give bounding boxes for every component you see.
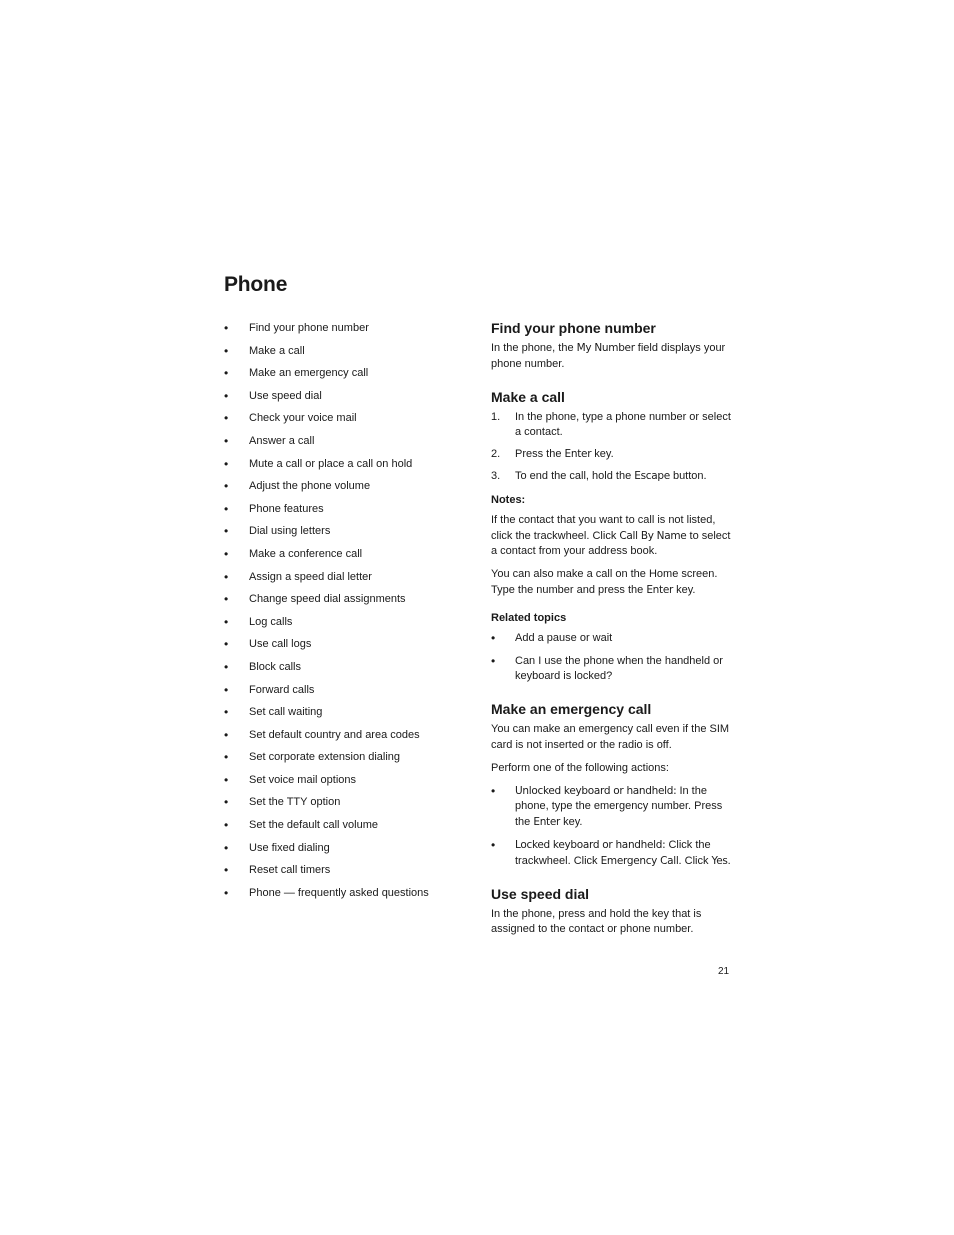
paragraph: If the contact that you want to call is not listed, click the trackwheel. Click Call By Name to select a contact from your address book. <box>491 513 731 558</box>
related-topic-link[interactable]: • Can I use the phone when the handheld or keyboard is locked? <box>491 654 733 686</box>
page-title: Phone <box>224 273 288 296</box>
topic-list-item[interactable]: • Mute a call or place a call on hold <box>224 453 464 476</box>
ui-term: Call By Name <box>619 529 687 542</box>
topic-list-item[interactable]: • Block calls <box>224 656 464 679</box>
action-item: • Locked keyboard or handheld: Click the trackwheel. Click Emergency Call. Click Yes. <box>491 838 733 870</box>
topic-list-item[interactable]: • Set corporate extension dialing <box>224 746 464 769</box>
section-speed-dial <box>491 884 733 939</box>
topic-list-item[interactable]: • Phone — frequently asked questions <box>224 882 464 905</box>
topic-list-item[interactable]: • Adjust the phone volume <box>224 475 464 498</box>
paragraph: Perform one of the following actions: <box>491 761 669 774</box>
ui-term: Escape <box>634 469 670 482</box>
section-emergency-call <box>491 699 733 869</box>
topic-list-item[interactable]: • Phone features <box>224 498 464 521</box>
action-item: • Unlocked keyboard or handheld: In the phone, type the emergency number. Press the Enter key. <box>491 784 733 831</box>
topic-list-item[interactable]: • Log calls <box>224 611 464 634</box>
topic-list-item[interactable]: • Check your voice mail <box>224 407 464 430</box>
notes-heading: Notes: <box>491 493 526 506</box>
section-heading: Make an emergency call <box>491 701 652 718</box>
step-item: 1. In the phone, type a phone number or select a contact. <box>491 410 731 439</box>
ui-term: Enter <box>564 448 592 461</box>
section-make-call <box>491 387 733 686</box>
topic-list-item[interactable]: • Use speed dial <box>224 385 464 408</box>
content-column <box>491 318 733 952</box>
ui-term: Locked keyboard or handheld: <box>515 838 666 851</box>
page-number: 21 <box>718 966 730 977</box>
section-find-number <box>491 318 733 373</box>
ui-term: Emergency Call <box>600 854 679 867</box>
topic-list-item[interactable]: • Use call logs <box>224 633 464 656</box>
related-topics-heading: Related topics <box>491 611 567 624</box>
topic-list-item[interactable]: • Make a conference call <box>224 543 464 566</box>
topic-list-item[interactable]: • Make a call <box>224 340 464 363</box>
topic-list-item[interactable]: • Answer a call <box>224 430 464 453</box>
steps-list <box>491 410 733 485</box>
topic-list-item[interactable]: • Dial using letters <box>224 520 464 543</box>
action-list <box>491 784 733 870</box>
ui-term: Enter <box>646 583 674 596</box>
section-heading: Make a call <box>491 388 565 405</box>
topic-list-item[interactable]: • Find your phone number <box>224 317 464 340</box>
topic-list-item[interactable]: • Set the default call volume <box>224 814 464 837</box>
paragraph: In the phone, press and hold the key that is assigned to the contact or phone number. <box>491 907 702 936</box>
paragraph: You can also make a call on the Home screen. Type the number and press the Enter key. <box>491 568 718 596</box>
topic-list-item[interactable]: • Set voice mail options <box>224 769 464 792</box>
ui-term: My Number <box>576 342 635 354</box>
topic-list-item[interactable]: • Change speed dial assignments <box>224 588 464 611</box>
paragraph: In the phone, the My Number field displays your phone number. <box>491 342 726 370</box>
topic-list-item[interactable]: • Reset call timers <box>224 859 464 882</box>
topic-list <box>224 317 464 904</box>
section-heading: Use speed dial <box>491 885 590 902</box>
ui-term: Yes <box>711 854 728 867</box>
topic-list-item[interactable]: • Set the TTY option <box>224 791 464 814</box>
ui-term: Enter <box>533 816 561 829</box>
topic-list-item[interactable]: • Assign a speed dial letter <box>224 566 464 589</box>
related-topic-link[interactable]: • Add a pause or wait <box>491 631 733 647</box>
related-topics-list <box>491 631 733 685</box>
topic-list-item[interactable]: • Use fixed dialing <box>224 837 464 860</box>
step-item: 3. To end the call, hold the Escape button. <box>491 469 707 482</box>
topic-list-item[interactable]: • Set default country and area codes <box>224 724 464 747</box>
section-heading: Find your phone number <box>491 320 656 336</box>
topic-list-item[interactable]: • Make an emergency call <box>224 362 464 385</box>
paragraph: You can make an emergency call even if the SIM card is not inserted or the radio is off. <box>491 723 730 751</box>
topic-list-item[interactable]: • Forward calls <box>224 679 464 702</box>
step-item: 2. Press the Enter key. <box>491 448 614 461</box>
ui-term: Unlocked keyboard or handheld: <box>515 784 677 797</box>
topic-list-item[interactable]: • Set call waiting <box>224 701 464 724</box>
